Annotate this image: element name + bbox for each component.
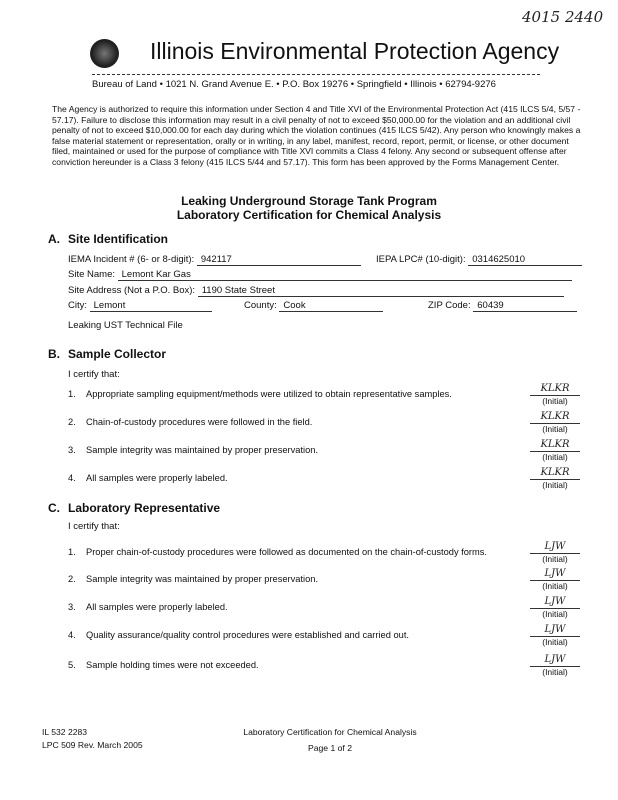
initial-field[interactable] [530,568,580,591]
initial-field[interactable] [530,383,580,406]
incident-field [68,254,361,266]
city-value[interactable]: Lemont [90,300,212,312]
initial-field[interactable] [530,596,580,619]
initial-field[interactable] [530,654,580,677]
certification-number: 1. [68,389,76,399]
section-b-letter: B. [48,347,60,361]
certification-statement: Proper chain-of-custody procedures were followed as documented on the chain-of-custody forms. [86,547,488,557]
initial-signature: KLKR [530,411,580,424]
site-address-value[interactable]: 1190 State Street [198,285,564,297]
certification-statement: Quality assurance/quality control procedures were established and carried out. [86,630,409,640]
footer-form-revision: LPC 509 Rev. March 2005 [42,740,143,750]
technical-file-label: Leaking UST Technical File [68,320,183,331]
footer-page-number: Page 1 of 2 [308,743,352,753]
site-name-field [68,269,572,281]
initial-label: (Initial) [542,667,568,677]
zip-label: ZIP Code: [428,300,471,311]
initial-label: (Initial) [542,637,568,647]
site-address-field [68,285,564,297]
city-label: City: [68,300,87,311]
section-a-title: Site Identification [68,232,169,246]
county-field [244,300,383,312]
agency-seal-logo [90,39,119,68]
site-name-label: Site Name: [68,269,115,280]
certification-statement: Sample integrity was maintained by proper preservation. [86,445,319,455]
lpc-label: IEPA LPC# (10-digit): [376,254,466,265]
lpc-field [376,254,582,266]
certification-number: 5. [68,660,76,670]
initial-label: (Initial) [542,581,568,591]
legal-notice: The Agency is authorized to require this information under Section 4 and Title XVI of the Environmental Protection Act (415 ILCS 5/4, 5/57 - 57.17). Failure to disclose this information may result in a civil penalty of not to exceed $50,000.00 for the violation and an additional civil penalty of not to exceed $10,000.00 for each day during which the violation continues (415 ILCS 5/42). Any person who knowingly makes a false material statement or representation, orally or in writing, in any label, manifest, record, report, permit, or license, or other document filed, maintained or used for the purpose of compliance with Title XVI commits a Class 4 felony. Any second or subsequent offense after conviction hereunder is a Class 3 felony (415 ILCS 5/44 and 57.17). This form has been approved by the Forms Management Center. [52,104,581,167]
initial-label: (Initial) [542,452,568,462]
section-a-letter: A. [48,232,60,246]
lpc-value[interactable]: 0314625010 [468,254,582,266]
certification-statement: Sample integrity was maintained by proper preservation. [86,574,319,584]
program-title: Leaking Underground Storage Tank Program [181,194,437,208]
incident-label: IEMA Incident # (6- or 8-digit): [68,254,195,265]
zip-value[interactable]: 60439 [473,300,577,312]
county-value[interactable]: Cook [279,300,383,312]
section-b-intro: I certify that: [68,369,120,380]
certification-number: 4. [68,630,76,640]
initial-signature: LJW [530,596,580,609]
certification-number: 4. [68,473,76,483]
certification-number: 3. [68,602,76,612]
initial-field[interactable] [530,439,580,462]
initial-signature: LJW [530,654,580,667]
certification-statement: Sample holding times were not exceeded. [86,660,259,670]
footer-doc-title: Laboratory Certification for Chemical Analysis [243,727,417,737]
county-label: County: [244,300,277,311]
certification-number: 2. [68,574,76,584]
footer-form-id: IL 532 2283 [42,727,88,737]
initial-label: (Initial) [542,424,568,434]
section-c-letter: C. [48,501,60,515]
handwritten-id: 4015 2440 [522,8,604,26]
initial-signature: LJW [530,624,580,637]
initial-field[interactable] [530,411,580,434]
header-divider [92,74,540,75]
agency-address: Bureau of Land • 1021 N. Grand Avenue E. • P.O. Box 19276 • Springfield • Illinois • 62794-9276 [92,79,496,90]
certification-statement: All samples were properly labeled. [86,473,228,483]
certification-statement: Appropriate sampling equipment/methods were utilized to obtain representative samples. [86,389,452,399]
zip-field [428,300,577,312]
initial-label: (Initial) [542,396,568,406]
initial-label: (Initial) [542,554,568,564]
form-title: Laboratory Certification for Chemical Analysis [176,208,442,222]
section-c-intro: I certify that: [68,521,120,532]
agency-name: Illinois Environmental Protection Agency [150,38,560,64]
section-c-title: Laboratory Representative [68,501,221,515]
certification-number: 1. [68,547,76,557]
initial-label: (Initial) [542,480,568,490]
initial-signature: LJW [530,568,580,581]
site-name-value[interactable]: Lemont Kar Gas [118,269,572,281]
initial-field[interactable] [530,541,580,564]
initial-label: (Initial) [542,609,568,619]
initial-signature: LJW [530,541,580,554]
initial-field[interactable] [530,624,580,647]
city-field [68,300,212,312]
section-b-title: Sample Collector [68,347,167,361]
initial-signature: KLKR [530,439,580,452]
initial-signature: KLKR [530,383,580,396]
initial-field[interactable] [530,467,580,490]
incident-value[interactable]: 942117 [197,254,361,266]
certification-statement: Chain-of-custody procedures were followed in the field. [86,417,313,427]
certification-statement: All samples were properly labeled. [86,602,228,612]
certification-number: 3. [68,445,76,455]
site-address-label: Site Address (Not a P.O. Box): [68,285,196,296]
certification-number: 2. [68,417,76,427]
initial-signature: KLKR [530,467,580,480]
